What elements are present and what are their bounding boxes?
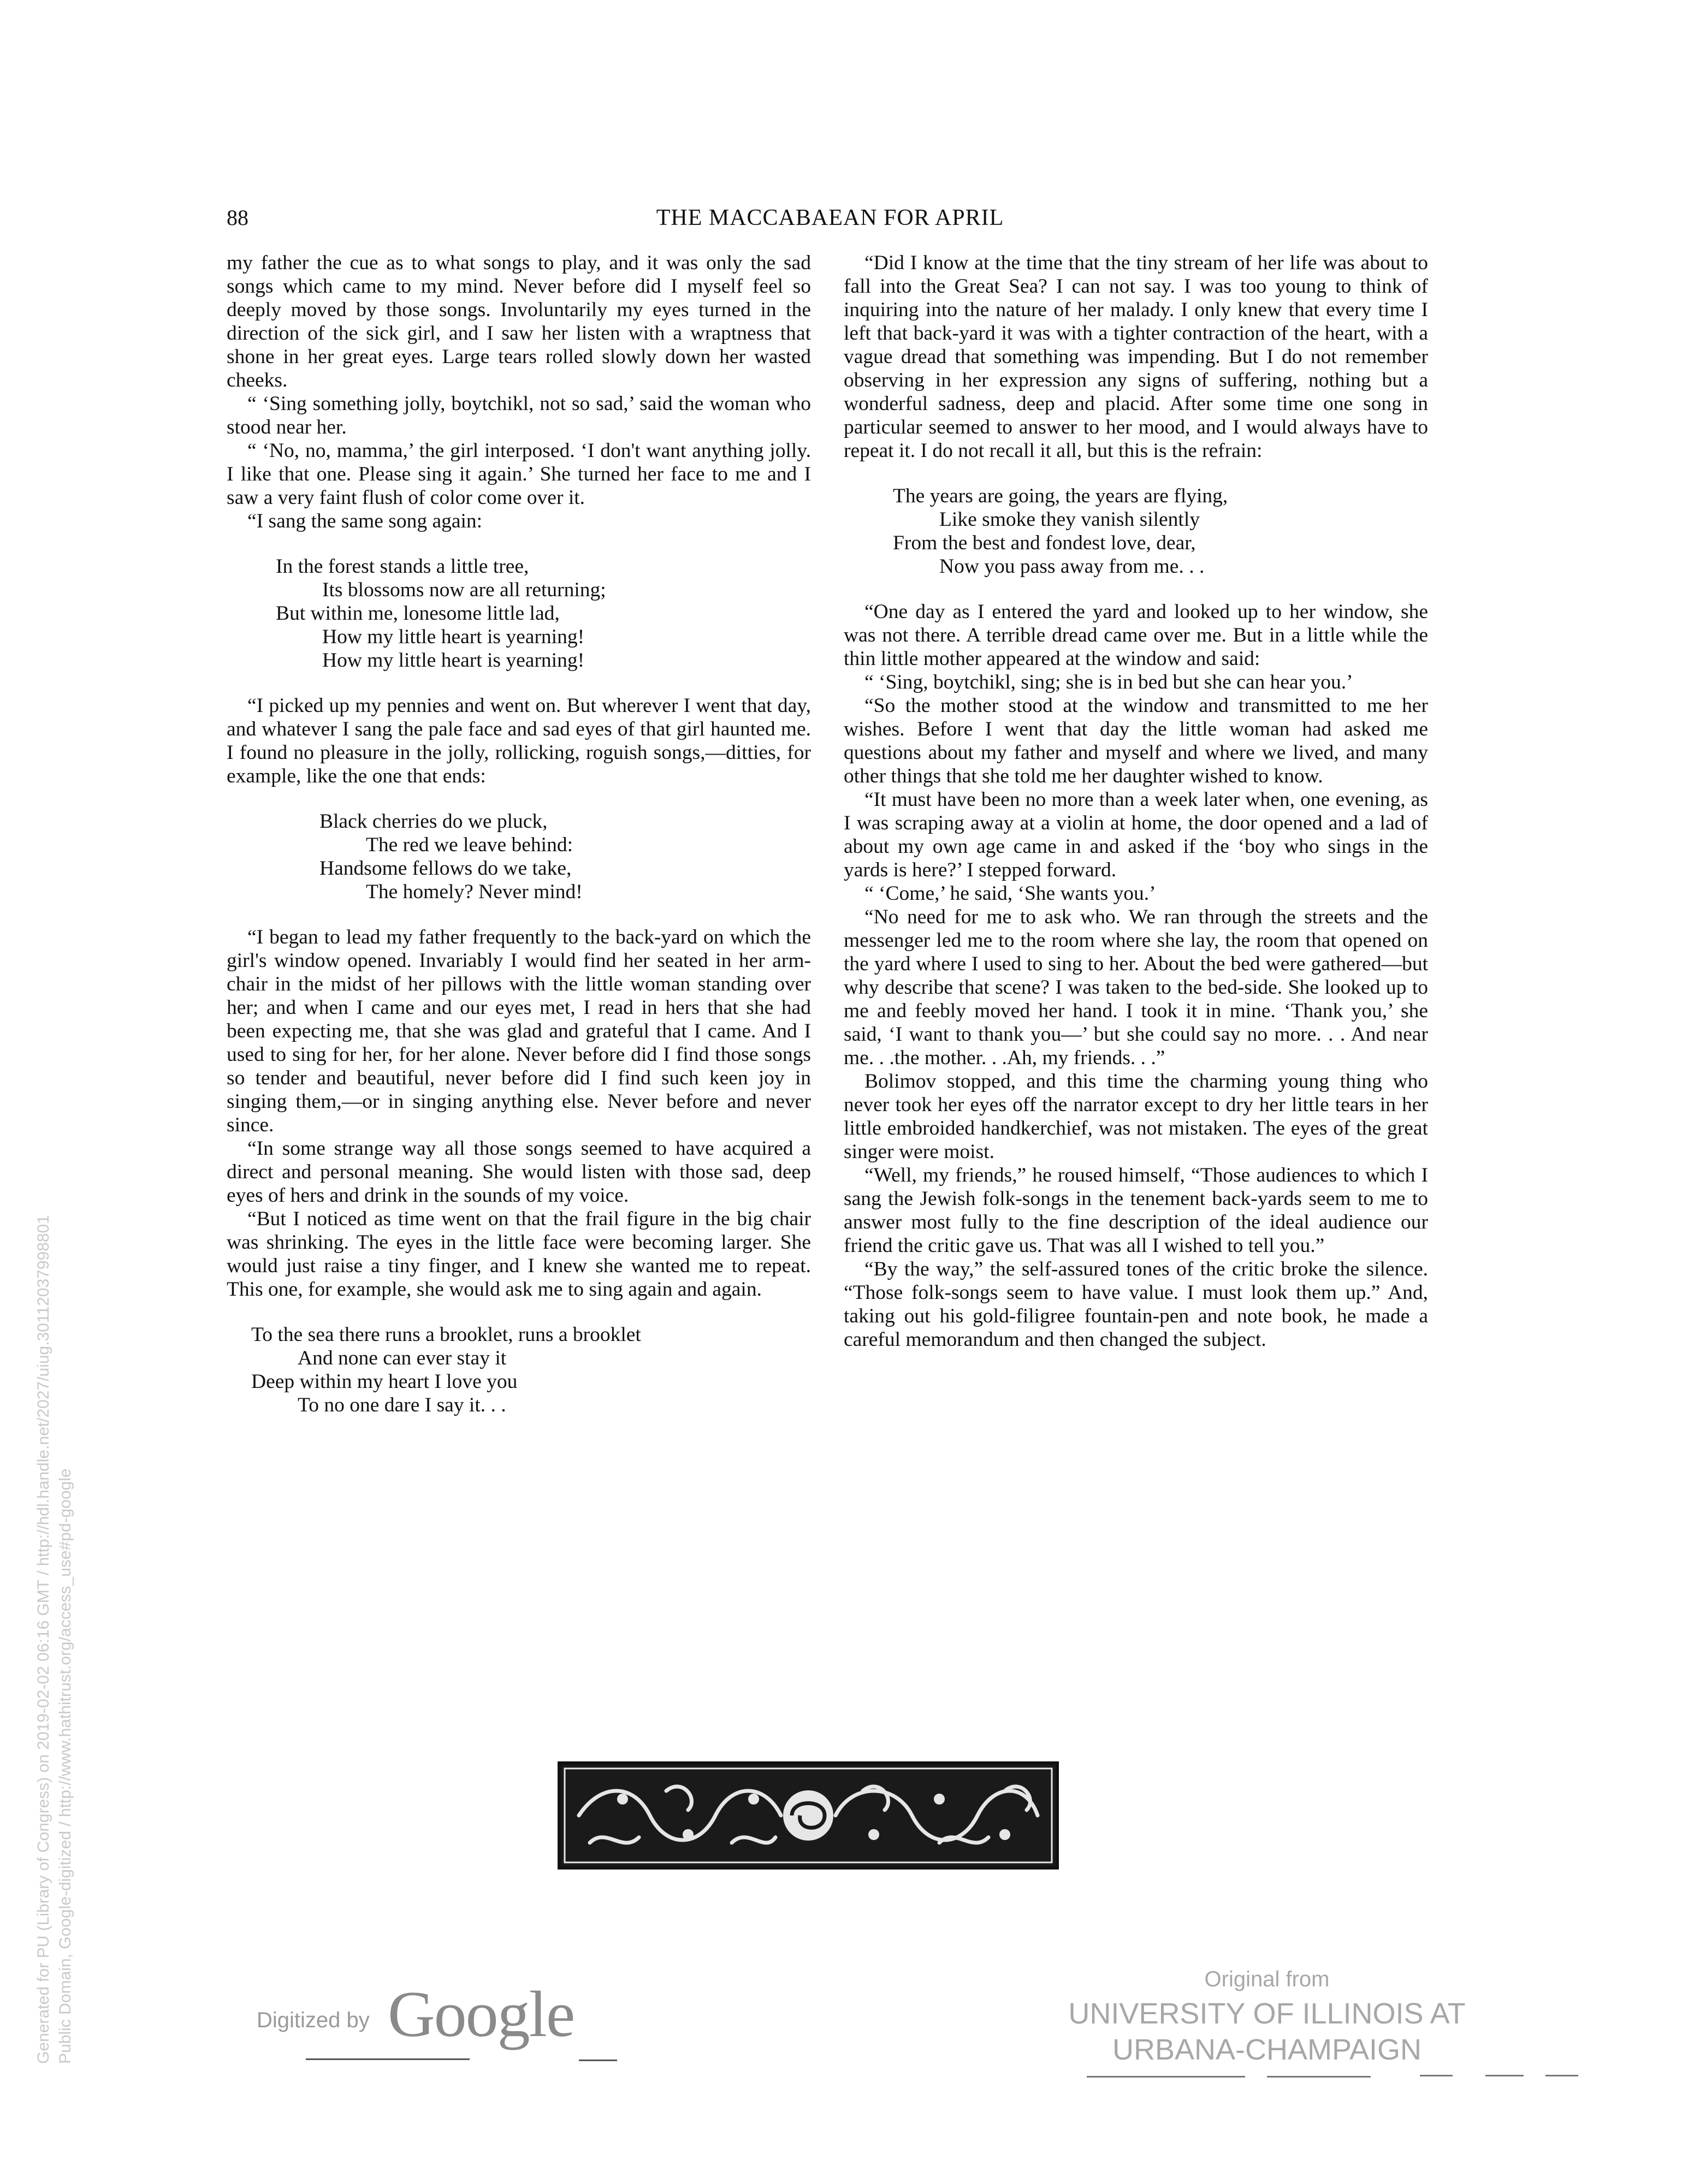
paragraph: “Well, my friends,” he roused himself, “Those audiences to which I sang the Jewish folk-songs in the tenement back-yards seem to me to answer most fully to the fine description of the ideal audience our friend the critic gave us. That was all I wished to tell you.” <box>844 1164 1428 1257</box>
verse-line: Its blossoms now are all returning; <box>322 579 606 601</box>
footer-rule <box>1087 2076 1245 2078</box>
footer-rule <box>1545 2075 1578 2076</box>
original-from-credit <box>1027 1963 1507 2068</box>
paragraph: “ ‘Sing, boytchikl, sing; she is in bed but she can hear you.’ <box>864 671 1353 693</box>
paragraph: “So the mother stood at the window and transmitted to me her wishes. Before I went that day the little woman had asked me questions about my father and myself and where we lived, and many other things that she told me her daughter wished to know. <box>844 695 1428 787</box>
paragraph: “ ‘Sing something jolly, boytchikl, not so sad,’ said the woman who stood near her. <box>227 393 811 438</box>
left-column <box>227 251 811 1439</box>
paragraph: “In some strange way all those songs seemed to have acquired a direct and personal meaning. She would listen with those sad, deep eyes of hers and drink in the sounds of my voice. <box>227 1137 811 1207</box>
verse-line: Black cherries do we pluck, <box>319 810 548 833</box>
verse-line: How my little heart is yearning! <box>322 649 585 672</box>
footer-rule <box>1267 2076 1371 2078</box>
hathitrust-watermark <box>33 808 76 2064</box>
verse-cherries <box>227 810 811 904</box>
verse-brooklet <box>227 1323 811 1417</box>
digitized-by-google <box>257 1977 639 2053</box>
verse-line: From the best and fondest love, dear, <box>893 532 1196 554</box>
watermark-line-2: Public Domain, Google-digitized / http://www.hathitrust.org/access_use#pd-google <box>56 1468 74 2064</box>
paragraph: “One day as I entered the yard and looked up to her window, she was not there. A terrible dread came over me. But in a little while the thin little mother appeared at the window and said: <box>844 601 1428 670</box>
decorative-ornament-icon <box>557 1761 1059 1870</box>
page-header <box>227 205 1434 238</box>
paragraph: “Did I know at the time that the tiny stream of her life was about to fall into the Great Sea? I can not say. I was too young to think of inquiring into the nature of her malady. I only knew that every time I left that back-yard it was with a tighter contraction of the heart, with a vague dread that something was impending. But I do not remember observing in her expression any signs of suffering, nothing but a wonderful sadness, deep and placid. After some time one song in particular seemed to answer to her mood, and I would always have to repeat it. I do not recall it all, but this is the refrain: <box>844 252 1428 462</box>
footer-rule <box>579 2060 617 2061</box>
paragraph: Bolimov stopped, and this time the charming young thing who never took her eyes off the narrator except to dry her little tears in her little embroided handkerchief, was not mistaken. The eyes of the great singer were moist. <box>844 1070 1428 1163</box>
institution-line-2: URBANA-CHAMPAIGN <box>1112 2033 1422 2066</box>
google-logo: Google <box>388 1978 574 2050</box>
verse-line: How my little heart is yearning! <box>322 626 585 648</box>
paragraph: “By the way,” the self-assured tones of the critic broke the silence. “Those folk-songs seem to have value. I must look them up.” And, taking out his gold-filigree fountain-pen and note book, he made a careful memorandum and then changed the subject. <box>844 1258 1428 1351</box>
digitized-by-label: Digitized by <box>257 2008 370 2032</box>
verse-line: To no one dare I say it. . . <box>298 1394 506 1416</box>
footer-rule <box>1485 2075 1524 2076</box>
verse-line: In the forest stands a little tree, <box>276 555 529 578</box>
watermark-line-1: Generated for PU (Library of Congress) on 2019-02-02 06:16 GMT / http://hdl.handle.net/2027/uiug.30112037998801 <box>34 1215 52 2064</box>
original-from-label: Original from <box>1204 1967 1330 1991</box>
paragraph: “I began to lead my father frequently to the back-yard on which the girl's window opened. Invariably I would find her seated in her arm-chair in the midst of her pillows with the little woman standing over her; and when I came and our eyes met, I read in hers that she had been expecting me, that she was glad and grateful that I came. And I used to sing for her, for her alone. Never before did I find those songs so tender and beautiful, never before did I find such keen joy in singing them,—or in singing anything else. Never before and never since. <box>227 926 811 1136</box>
verse-line: Like smoke they vanish silently <box>939 508 1200 531</box>
paragraph: “I picked up my pennies and went on. But wherever I went that day, and whatever I sang the pale face and sad eyes of that girl haunted me. I found no pleasure in the jolly, rollicking, roguish songs,—ditties, for example, like the one that ends: <box>227 695 811 787</box>
paragraph: “No need for me to ask who. We ran through the streets and the messenger led me to the room where she lay, the room that opened on the yard where I used to sing to her. About the bed were gathered—but why describe that scene? I was taken to the bed-side. She looked up to me and feebly moved her hand. I took it in mine. ‘Thank you,’ she said, ‘I want to thank you—’ but she could say no more. . . And near me. . .the mother. . .Ah, my friends. . .” <box>844 906 1428 1069</box>
footer-rule <box>1420 2075 1453 2076</box>
paragraph: “It must have been no more than a week later when, one evening, as I was scraping away at a violin at home, the door opened and a lad of about my own age came in and asked if the ‘boy who sings in the yards is here?’ I stepped forward. <box>844 788 1428 881</box>
verse-line: And none can ever stay it <box>298 1347 507 1369</box>
verse-line: Handsome fellows do we take, <box>319 857 572 880</box>
page-number: 88 <box>227 205 248 230</box>
verse-line: The red we leave behind: <box>366 834 573 856</box>
verse-line: The years are going, the years are flying, <box>893 485 1228 507</box>
institution-line-1: UNIVERSITY OF ILLINOIS AT <box>1068 1997 1466 2030</box>
paragraph: “I sang the same song again: <box>247 510 483 532</box>
verse-forest <box>227 555 811 672</box>
verse-line: Now you pass away from me. . . <box>939 555 1205 578</box>
verse-line: The homely? Never mind! <box>366 881 583 903</box>
running-head: THE MACCABAEAN FOR APRIL <box>656 205 1004 230</box>
right-column <box>844 251 1428 1351</box>
verse-line: To the sea there runs a brooklet, runs a brooklet <box>251 1324 641 1346</box>
paragraph: my father the cue as to what songs to play, and it was only the sad songs which came to my mind. Never before did I myself feel so deeply moved by those songs. Involuntarily my eyes turned in the direction of the sick girl, and I saw her listen with a wraptness that shone in her great eyes. Large tears rolled slowly down her wasted cheeks. <box>227 252 811 391</box>
paragraph: “But I noticed as time went on that the frail figure in the big chair was shrinking. The eyes in the little face were becoming larger. She would just raise a tiny finger, and I knew she wanted me to repeat. This one, for example, she would ask me to sing again and again. <box>227 1208 811 1301</box>
verse-line: Deep within my heart I love you <box>251 1370 518 1393</box>
verse-years <box>844 484 1428 578</box>
verse-line: But within me, lonesome little lad, <box>276 602 560 625</box>
paragraph: “ ‘No, no, mamma,’ the girl interposed. ‘I don't want anything jolly. I like that one. Please sing it again.’ She turned her face to me and I saw a very faint flush of color come over it. <box>227 440 811 509</box>
footer-rule <box>306 2058 470 2060</box>
paragraph: “ ‘Come,’ he said, ‘She wants you.’ <box>864 882 1156 905</box>
